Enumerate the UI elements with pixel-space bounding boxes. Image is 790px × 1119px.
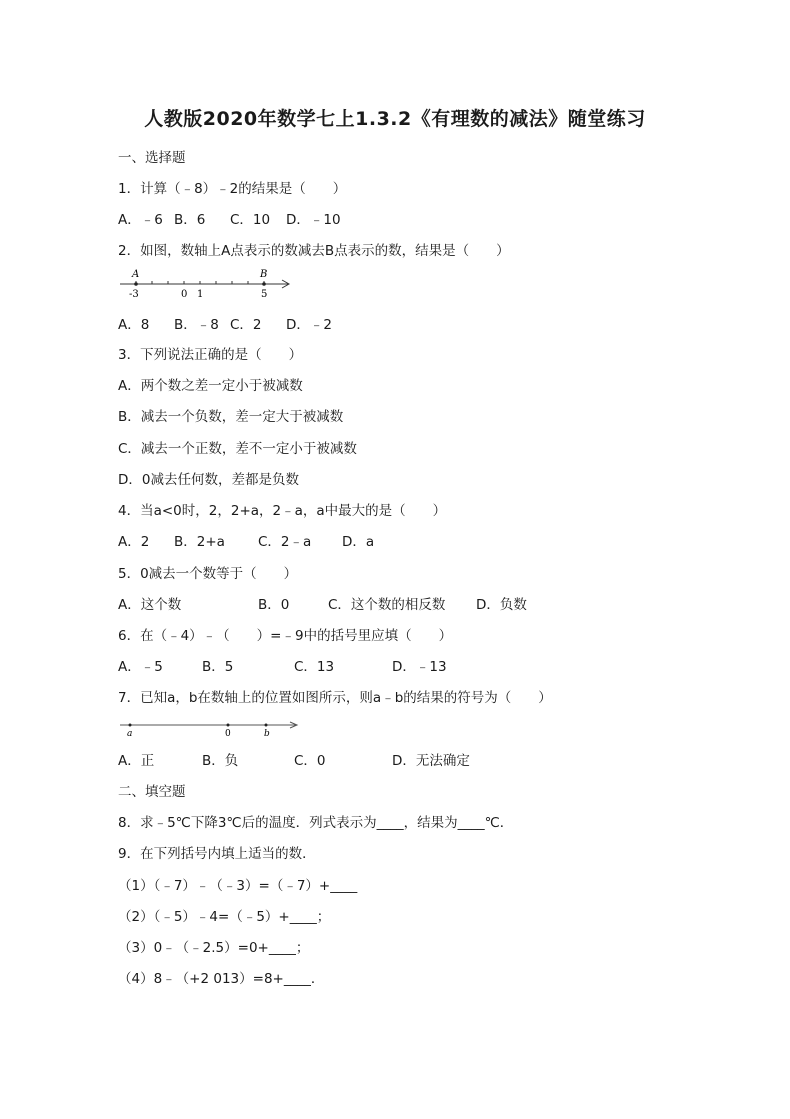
option: D．负数 bbox=[476, 597, 527, 613]
option: C．这个数的相反数 bbox=[328, 597, 446, 613]
option: A．8 bbox=[118, 317, 150, 333]
option: D．﹣13 bbox=[392, 659, 447, 675]
option: D．﹣2 bbox=[286, 317, 332, 333]
point-b-label: B bbox=[260, 269, 268, 280]
point-a-label: A bbox=[132, 269, 140, 280]
number-line-figure-q2 bbox=[118, 266, 298, 302]
option: A．两个数之差一定小于被减数 bbox=[118, 378, 303, 394]
question-2: 2．如图，数轴上A点表示的数减去B点表示的数，结果是（ ） bbox=[118, 243, 510, 259]
option: B．负 bbox=[202, 753, 239, 769]
option: B．6 bbox=[174, 212, 206, 228]
origin-dot bbox=[227, 724, 230, 727]
question-9-part: （3）0﹣（﹣2.5）=0+____； bbox=[118, 940, 310, 956]
question-3: 3．下列说法正确的是（ ） bbox=[118, 347, 303, 363]
question-9-part: （2）（﹣5）﹣4=（﹣5）+____； bbox=[118, 909, 331, 925]
question-5: 5．0减去一个数等于（ ） bbox=[118, 566, 298, 582]
question-6: 6．在（﹣4）﹣（ ）=﹣9中的括号里应填（ ） bbox=[118, 628, 453, 644]
option: B．减去一个负数，差一定大于被减数 bbox=[118, 409, 344, 425]
option: C．2﹣a bbox=[258, 534, 312, 550]
option: D．a bbox=[342, 534, 375, 550]
tick-label-5: 5 bbox=[261, 289, 268, 300]
option: D．0减去任何数，差都是负数 bbox=[118, 472, 299, 488]
point-a-dot bbox=[134, 282, 138, 286]
option: A．这个数 bbox=[118, 597, 182, 613]
option: B．0 bbox=[258, 597, 290, 613]
option: C．10 bbox=[230, 212, 271, 228]
option: B．﹣8 bbox=[174, 317, 219, 333]
option: B．5 bbox=[202, 659, 234, 675]
question-4: 4．当a<0时，2，2+a，2﹣a，a中最大的是（ ） bbox=[118, 503, 447, 519]
option: C．13 bbox=[294, 659, 335, 675]
tick-label-1: 1 bbox=[197, 289, 204, 300]
number-line-figure-q7 bbox=[118, 716, 308, 738]
point-b-dot bbox=[262, 282, 266, 286]
page-title: 人教版2020年数学七上1.3.2《有理数的减法》随堂练习 bbox=[144, 108, 646, 130]
question-7: 7．已知a，b在数轴上的位置如图所示，则a﹣b的结果的符号为（ ） bbox=[118, 690, 552, 706]
option: C．减去一个正数，差不一定小于被减数 bbox=[118, 441, 357, 457]
origin-label: 0 bbox=[225, 729, 231, 738]
point-a-label: a bbox=[127, 729, 133, 738]
option: B．2+a bbox=[174, 534, 225, 550]
option: A．2 bbox=[118, 534, 150, 550]
option: C．0 bbox=[294, 753, 326, 769]
question-8: 8．求﹣5℃下降3℃后的温度．列式表示为____，结果为____℃． bbox=[118, 815, 514, 831]
option: A．正 bbox=[118, 753, 155, 769]
option: A．﹣6 bbox=[118, 212, 163, 228]
section-heading-choice: 一、选择题 bbox=[118, 150, 186, 166]
option: D．﹣10 bbox=[286, 212, 341, 228]
option: D．无法确定 bbox=[392, 753, 470, 769]
point-b-label: b bbox=[264, 729, 270, 738]
tick-label-neg3: -3 bbox=[129, 289, 139, 300]
tick-label-0: 0 bbox=[181, 289, 188, 300]
point-a-dot bbox=[129, 724, 132, 727]
question-9-part: （1）（﹣7）﹣（﹣3）=（﹣7）+____ bbox=[118, 878, 358, 894]
question-9-part: （4）8﹣（+2 013）=8+____． bbox=[118, 971, 325, 987]
point-b-dot bbox=[265, 724, 268, 727]
option: A．﹣5 bbox=[118, 659, 163, 675]
question-1: 1．计算（﹣8）﹣2的结果是（ ） bbox=[118, 181, 347, 197]
section-heading-fill-in: 二、填空题 bbox=[118, 784, 186, 800]
option: C．2 bbox=[230, 317, 262, 333]
question-9: 9．在下列括号内填上适当的数． bbox=[118, 846, 316, 862]
